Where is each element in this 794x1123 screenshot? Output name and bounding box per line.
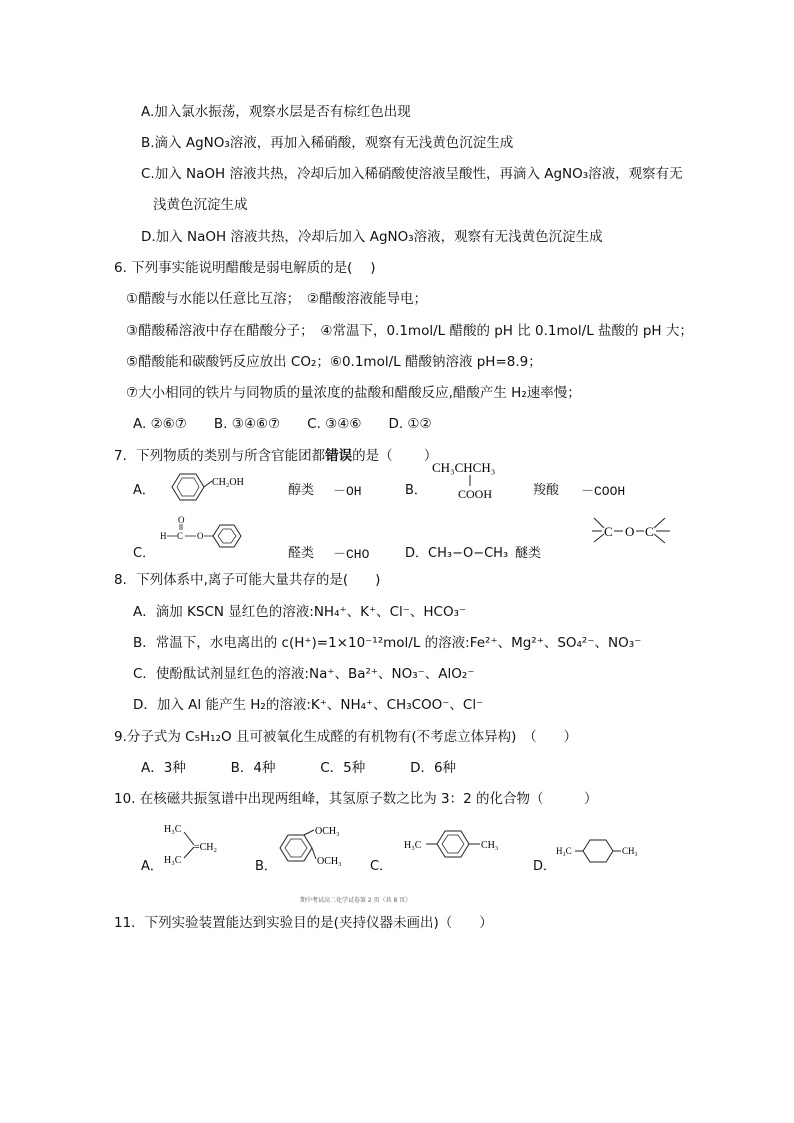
q11-stem: 11．下列实验装置能达到实验目的是(夹持仪器未画出)（ ） [114,915,493,931]
q7-b-group: －COOH [581,484,626,499]
q10-b-och3-top: OCH₃ [315,826,340,837]
cyclohexane-ring [583,840,613,862]
benzene-ring [213,525,241,547]
q5-option-a: A.加入氯水振荡，观察水层是否有棕红色出现 [141,104,411,120]
q8-option-b: B．常温下，水电离出的 c(H⁺)=1×10⁻¹²mol/L 的溶液:Fe²⁺、Mg²⁺、SO₄²⁻、NO₃⁻ [133,635,642,651]
q10-d-left-methyl: H₃C [556,846,572,856]
q10-a-label: A． [141,859,163,874]
q10-b-label: B． [255,859,277,874]
bond [184,832,194,845]
q10-c-label: C． [370,859,393,874]
q7-stem-post: 的是（ ） [352,448,438,464]
q9-stem: 9.分子式为 C₅H₁₂O 且可被氧化生成醛的有机物有(不考虑立体异构) （ ） [114,729,578,745]
benzene-inner-ring [177,478,199,496]
q10-a-bottom-methyl: H₃C [164,855,182,866]
q9-options: A．3种 B．4种 C．5种 D．6种 [141,760,457,776]
q10-c-right-methyl: CH₃ [481,840,499,851]
q7-c-label: C． [133,546,156,561]
q5-option-b: B.滴入 AgNO₃溶液，再加入稀硝酸，观察有无浅黄色沉淀生成 [141,135,514,151]
q7-d-carbon-1: C [604,524,613,539]
q10-a-right: =CH₂ [194,842,218,853]
q7-b-class: 羧酸 [533,483,560,498]
q10-c-left-methyl: H₃C [404,840,422,851]
q7-b-top: CH₃CHCH₃ [432,460,496,475]
q7-d-oxygen: O [625,524,635,539]
bond [312,848,316,859]
q8-stem: 8．下列体系中,离子可能大量共存的是( ) [114,572,381,588]
page-footer: 期中考试高二化学试卷第 2 页（共 8 页） [300,897,412,904]
q7-c-carbonyl-o: O [178,515,185,525]
q10-d-structure [554,834,646,866]
bond [654,534,665,543]
q6-statement-4: ⑦大小相同的铁片与同物质的量浓度的盐酸和醋酸反应,醋酸产生 H₂速率慢； [126,385,581,401]
q5-option-c-line1: C.加入 NaOH 溶液共热，冷却后加入稀硝酸使溶液呈酸性，再滴入 AgNO₃溶液，观察有无 [141,166,683,182]
q7-d-class: 醚类 [515,546,542,561]
q7-b-label: B． [405,483,427,498]
q6-statement-1: ①醋酸与水能以任意比互溶； ②醋酸溶液能导电； [126,291,427,307]
benzene-inner-ring [218,529,236,543]
bond [654,518,665,528]
q7-stem [114,447,437,465]
q6-statement-3: ⑤醋酸能和碳酸钙反应放出 CO₂；⑥0.1mol/L 醋酸钠溶液 pH=8.9； [126,354,542,370]
q7-stem-pre: 7．下列物质的类别与所含官能团都 [114,448,326,464]
q8-option-d: D．加入 Al 能产生 H₂的溶液:K⁺、NH₄⁺、CH₃COO⁻、Cl⁻ [133,697,484,713]
q7-c-class: 醛类 [288,546,315,561]
benzene-inner-ring [285,839,307,857]
benzene-inner-ring [442,835,464,853]
q7-stem-bold: 错误 [325,448,353,464]
bond [184,847,194,858]
q7-c-h: H [160,531,167,541]
q7-a-structure [162,470,252,504]
q7-c-ester-o: O [197,531,204,541]
q10-stem: 10. 在核磁共振氢谱中出现两组峰，其氢原子数之比为 3：2 的化合物（ ） [114,791,598,807]
q10-d-label: D． [533,859,557,874]
q7-c-structure [158,514,248,554]
q7-a-label: A． [133,483,155,498]
q10-c-structure [402,826,514,862]
q7-d-ether-structure [590,512,674,550]
q7-b-bottom: COOH [458,487,493,501]
q7-c-group: －CHO [333,547,370,562]
q6-options: A. ②⑥⑦ B. ③④⑥⑦ C. ③④⑥ D. ①② [133,416,432,432]
q7-c-carbon: C [177,531,184,541]
q5-option-d: D.加入 NaOH 溶液共热，冷却后加入 AgNO₃溶液，观察有无浅黄色沉淀生成 [141,229,603,245]
q5-option-c-line2: 浅黄色沉淀生成 [153,197,248,213]
bond [594,534,604,542]
q10-b-och3-bottom: OCH₃ [317,856,342,867]
q10-a-structure [160,818,240,868]
q7-b-structure [430,458,525,502]
bond [204,481,212,487]
bond [304,830,314,835]
q10-a-top-methyl: H₃C [164,824,182,835]
q6-stem: 6. 下列事实能说明醋酸是弱电解质的是( ) [114,260,376,276]
q8-option-a: A．滴加 KSCN 显红色的溶液:NH₄⁺、K⁺、Cl⁻、HCO₃⁻ [133,604,467,620]
q7-d-label: D．CH₃−O−CH₃ [405,546,509,561]
q7-a-substituent: CH₂OH [212,477,244,488]
q7-a-class: 醇类 [288,483,315,498]
q7-a-group: －OH [333,484,362,499]
q7-d-carbon-2: C [645,524,654,539]
bond [594,518,604,528]
q6-statement-2: ③醋酸稀溶液中存在醋酸分子； ④常温下，0.1mol/L 醋酸的 pH 比 0.1mol/L 盐酸的 pH 大； [126,323,693,339]
q10-b-structure [276,824,368,870]
q8-option-c: C．使酚酞试剂显红色的溶液:Na⁺、Ba²⁺、NO₃⁻、AlO₂⁻ [133,666,475,682]
q10-d-right-methyl: CH₃ [622,846,638,856]
